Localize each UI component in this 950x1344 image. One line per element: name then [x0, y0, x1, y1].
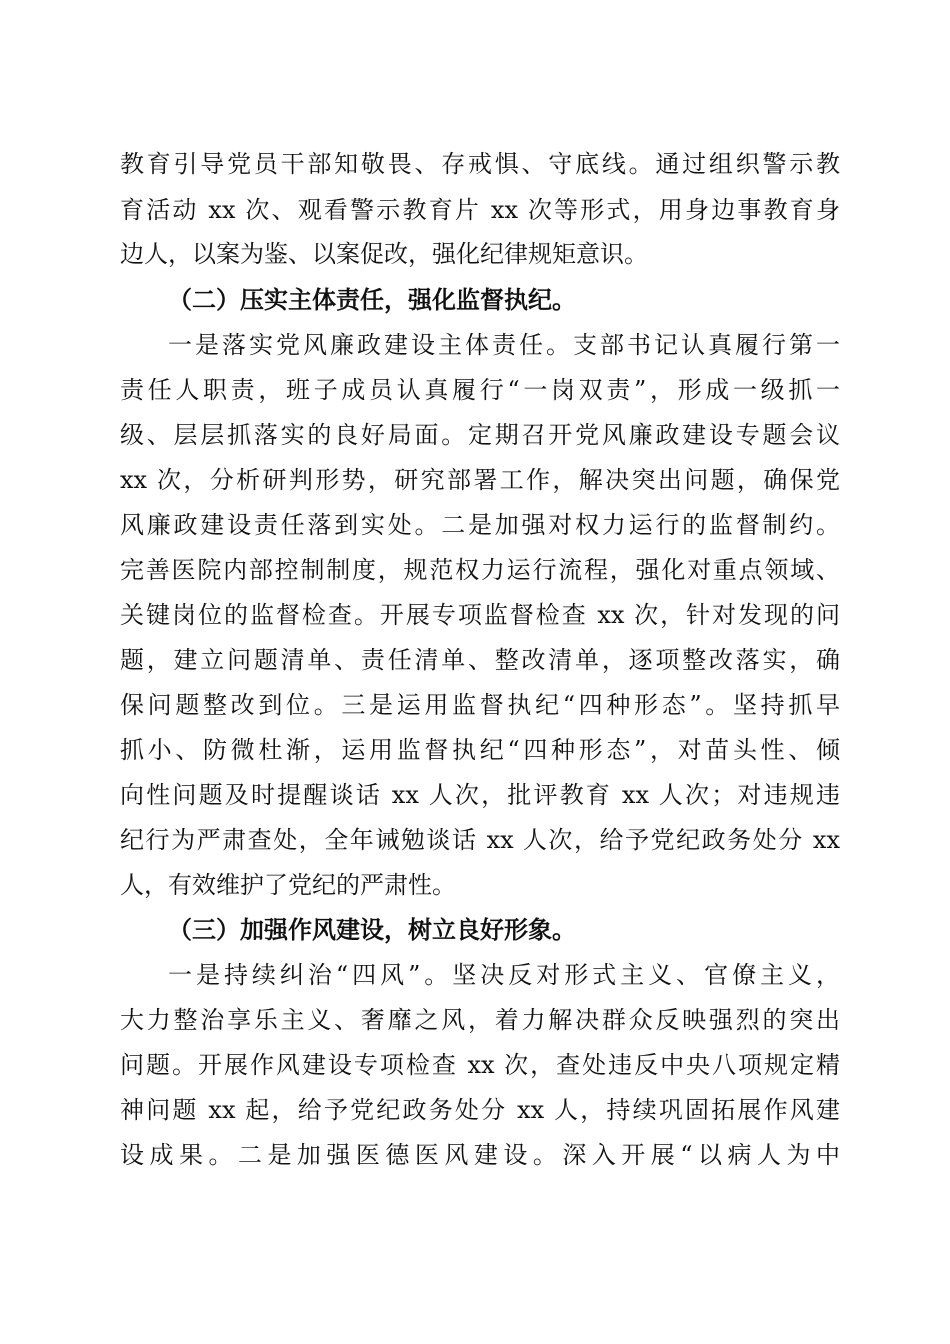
paragraph-line: 关键岗位的监督检查。开展专项监督检查 xx 次，针对发现的问 — [120, 601, 840, 629]
paragraph-line: 向性问题及时提醒谈话 xx 人次，批评教育 xx 人次；对违规违 — [120, 781, 840, 809]
paragraph-line: 级、层层抓落实的良好局面。定期召开党风廉政建设专题会议 — [120, 421, 840, 449]
paragraph-line: 教育引导党员干部知敬畏、存戒惧、守底线。通过组织警示教 — [120, 150, 840, 178]
paragraph-line: 纪行为严肃查处，全年诫勉谈话 xx 人次，给予党纪政务处分 xx — [120, 826, 840, 854]
paragraph-line: 风廉政建设责任落到实处。二是加强对权力运行的监督制约。 — [120, 511, 840, 539]
paragraph-line: 设成果。二是加强医德医风建设。深入开展“以病人为中 — [120, 1141, 840, 1169]
paragraph-line: 边人，以案为鉴、以案促改，强化纪律规矩意识。 — [120, 240, 648, 268]
paragraph-line: 人，有效维护了党纪的严肃性。 — [120, 871, 456, 899]
section-heading: （三）加强作风建设，树立良好形象。 — [168, 915, 576, 944]
paragraph-line: 神问题 xx 起，给予党纪政务处分 xx 人，持续巩固拓展作风建 — [120, 1096, 840, 1124]
paragraph-line: 问题。开展作风建设专项检查 xx 次，查处违反中央八项规定精 — [120, 1051, 840, 1079]
paragraph-line: 完善医院内部控制制度，规范权力运行流程，强化对重点领域、 — [120, 556, 840, 584]
paragraph-line: xx 次，分析研判形势，研究部署工作，解决突出问题，确保党 — [120, 466, 840, 494]
section-heading: （二）压实主体责任，强化监督执纪。 — [168, 285, 576, 314]
paragraph-line: 大力整治享乐主义、奢靡之风，着力解决群众反映强烈的突出 — [120, 1006, 840, 1034]
paragraph-line: 抓小、防微杜渐，运用监督执纪“四种形态”，对苗头性、倾 — [120, 736, 840, 764]
paragraph-line: 一是持续纠治“四风”。坚决反对形式主义、官僚主义， — [168, 961, 840, 989]
paragraph-line: 责任人职责，班子成员认真履行“一岗双责”，形成一级抓一 — [120, 376, 840, 404]
paragraph-line: 一是落实党风廉政建设主体责任。支部书记认真履行第一 — [168, 331, 840, 359]
paragraph-line: 保问题整改到位。三是运用监督执纪“四种形态”。坚持抓早 — [120, 691, 840, 719]
paragraph-line: 题，建立问题清单、责任清单、整改清单，逐项整改落实，确 — [120, 646, 840, 674]
paragraph-line: 育活动 xx 次、观看警示教育片 xx 次等形式，用身边事教育身 — [120, 196, 840, 224]
